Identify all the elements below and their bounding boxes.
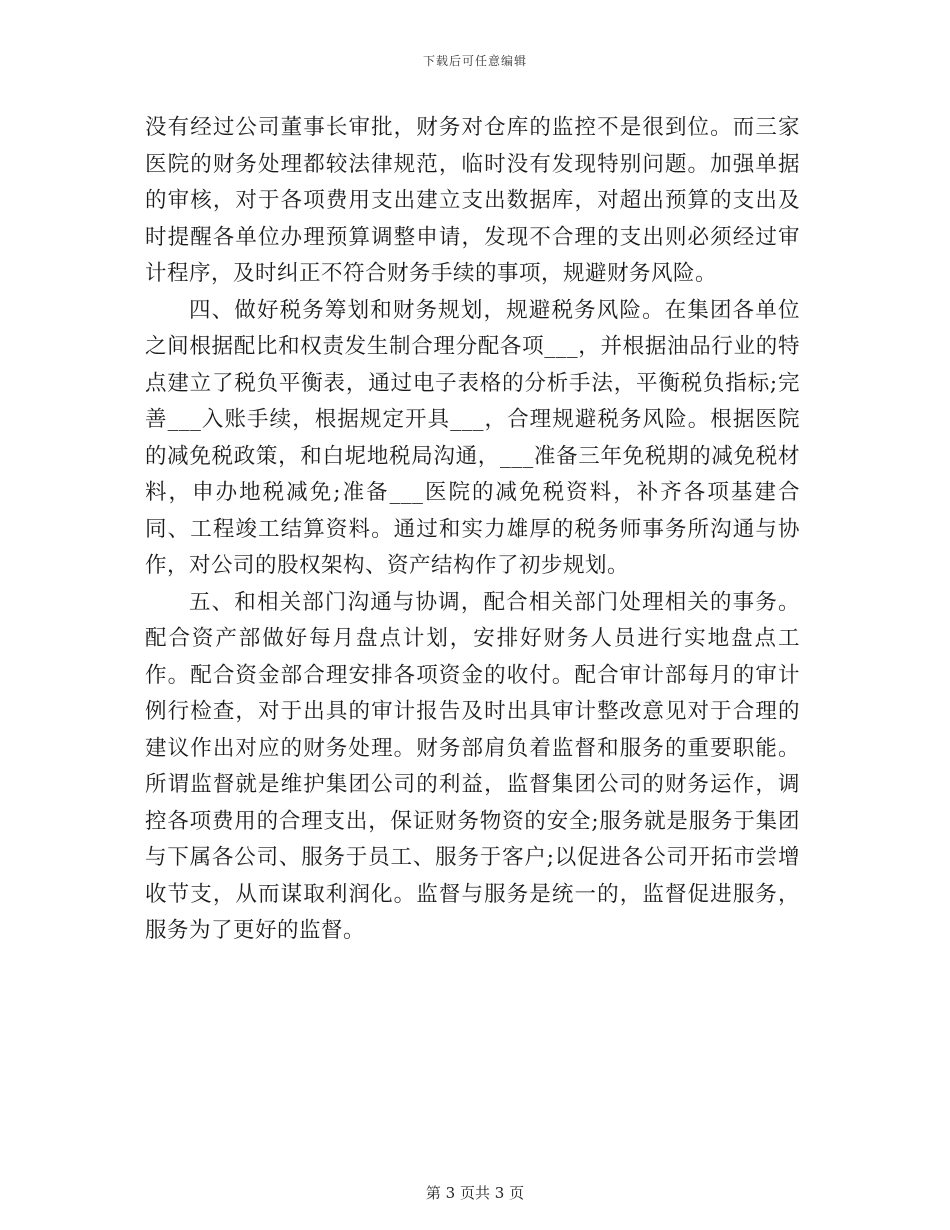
page-number: 第 3 页共 3 页 — [425, 1184, 525, 1202]
page-header: 下载后可任意编辑 — [422, 54, 527, 68]
paragraph-3: 五、和相关部门沟通与协调，配合相关部门处理相关的事务。配合资产部做好每月盘点计划，安排好财务人员进行实地盘点工作。配合资金部合理安排各项资金的收付。配合审计部每月的审计例行检查，对于出具的审计报告及时出具审计整改意见对于合理的建议作出对应的财务处理。财务部肩负着监督和服务的重要职能。所谓监督就是维护集团公司的利益，监督集团公司的财务运作，调控各项费用的合理支出，保证财务物资的安全;服务就是服务于集团与下属各公司、服务于员工、服务于客户;以促进各公司开拓市尝增收节支，从而谋取利润化。监督与服务是统一的，监督促进服务，服务为了更好的监督。 — [145, 589, 800, 943]
paragraph-2: 四、做好税务筹划和财务规划，规避税务风险。在集团各单位之间根据配比和权责发生制合理分配各项___，并根据油品行业的特点建立了税负平衡表，通过电子表格的分析手法，平衡税负指标;完善___入账手续，根据规定开具___，合理规避税务风险。根据医院的减免税政策，和白坭地税局沟通，___准备三年免税期的减免税材料，申办地税减免;准备___医院的减免税资料，补齐各项基建合同、工程竣工结算资料。通过和实力雄厚的税务师事务所沟通与协作，对公司的股权架构、资产结构作了初步规划。 — [145, 297, 800, 578]
paragraph-1: 没有经过公司董事长审批，财务对仓库的监控不是很到位。而三家医院的财务处理都较法律规范，临时没有发现特别问题。加强单据的审核，对于各项费用支出建立支出数据库，对超出预算的支出及时提醒各单位办理预算调整申请，发现不合理的支出则必须经过审计程序，及时纠正不符合财务手续的事项，规避财务风险。 — [145, 115, 800, 286]
document-body — [145, 110, 800, 950]
